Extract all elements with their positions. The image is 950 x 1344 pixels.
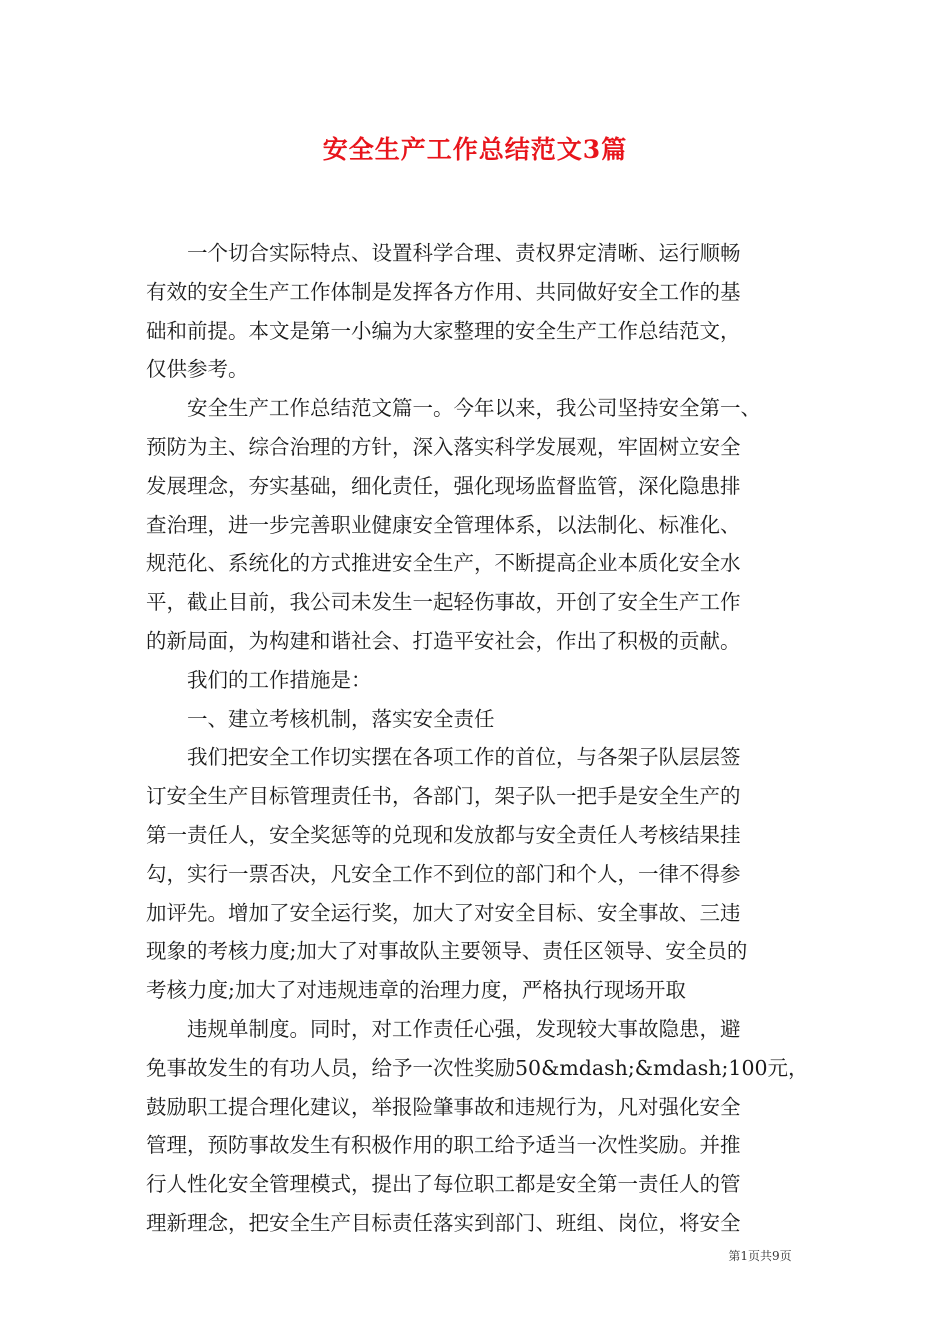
- body-line: 免事故发生的有功人员，给予一次性奖励50&mdash;&mdash;100元，: [146, 1055, 809, 1080]
- body-line: 础和前提。本文是第一小编为大家整理的安全生产工作总结范文，: [146, 318, 741, 343]
- body-line: 我们把安全工作切实摆在各项工作的首位，与各架子队层层签: [187, 745, 741, 770]
- body-line: 仅供参考。: [146, 357, 249, 382]
- body-line: 考核力度;加大了对违规违章的治理力度，严格执行现场开取: [146, 978, 686, 1003]
- document-title: 安全生产工作总结范文3篇: [322, 135, 628, 164]
- body-line: 规范化、系统化的方式推进安全生产，不断提高企业本质化安全水: [146, 551, 741, 576]
- body-line: 我们的工作措施是：: [187, 667, 372, 692]
- page-number: 第1页共9页: [728, 1249, 792, 1263]
- section-heading: 一、建立考核机制，落实安全责任: [187, 706, 495, 731]
- body-line: 平，截止目前，我公司未发生一起轻伤事故，开创了安全生产工作: [146, 590, 741, 615]
- body-line: 一个切合实际特点、设置科学合理、责权界定清晰、运行顺畅: [187, 241, 741, 265]
- body-line: 理新理念，把安全生产目标责任落实到部门、班组、岗位，将安全: [146, 1210, 741, 1235]
- body-line: 勾，实行一票否决，凡安全工作不到位的部门和个人，一律不得参: [146, 861, 741, 886]
- body-line: 订安全生产目标管理责任书，各部门，架子队一把手是安全生产的: [146, 784, 741, 809]
- body-line: 第一责任人，安全奖惩等的兑现和发放都与安全责任人考核结果挂: [146, 822, 741, 847]
- body-line: 预防为主、综合治理的方针，深入落实科学发展观，牢固树立安全: [146, 434, 741, 459]
- body-line: 查治理，进一步完善职业健康安全管理体系，以法制化、标准化、: [146, 512, 741, 537]
- body-line: 行人性化安全管理模式，提出了每位职工都是安全第一责任人的管: [146, 1172, 741, 1197]
- body-line: 鼓励职工提合理化建议，举报险肇事故和违规行为，凡对强化安全: [146, 1094, 741, 1119]
- body-line: 的新局面，为构建和谐社会、打造平安社会，作出了积极的贡献。: [146, 628, 741, 653]
- body-line: 现象的考核力度;加大了对事故队主要领导、责任区领导、安全员的: [146, 939, 748, 964]
- body-line: 管理，预防事故发生有积极作用的职工给予适当一次性奖励。并推: [146, 1133, 741, 1158]
- body-line: 安全生产工作总结范文篇一。今年以来，我公司坚持安全第一、: [187, 396, 761, 421]
- body-line: 加评先。增加了安全运行奖，加大了对安全目标、安全事故、三违: [146, 900, 741, 925]
- document-body: [146, 234, 826, 1243]
- body-line: 发展理念，夯实基础，细化责任，强化现场监督监管，深化隐患排: [146, 473, 741, 498]
- body-line: 违规单制度。同时，对工作责任心强，发现较大事故隐患，避: [187, 1016, 741, 1041]
- body-line: 有效的安全生产工作体制是发挥各方作用、共同做好安全工作的基: [146, 279, 741, 304]
